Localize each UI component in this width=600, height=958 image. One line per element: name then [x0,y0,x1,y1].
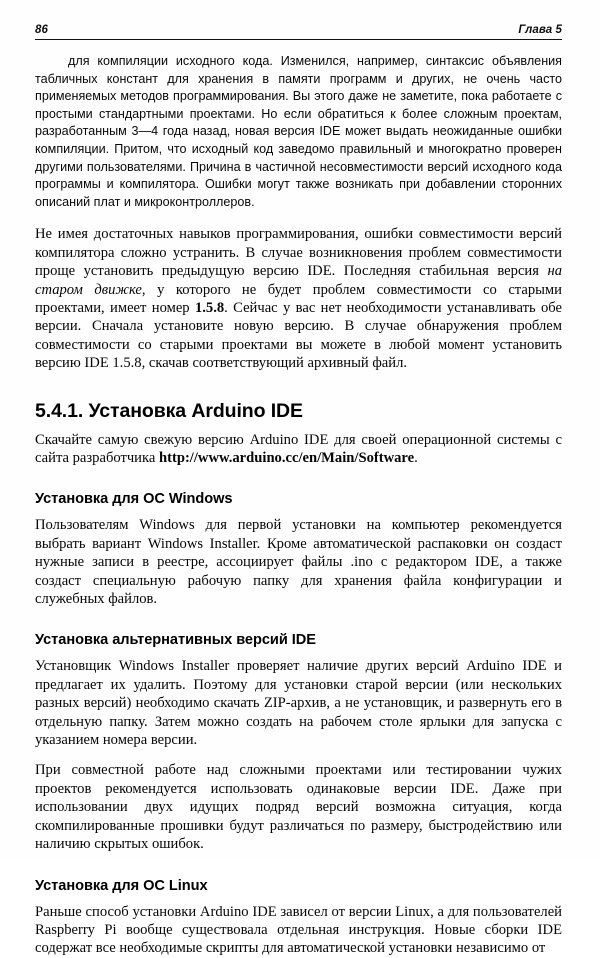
linux-install-paragraph: Раньше способ установки Arduino IDE зависел от версии Linux, а для пользователей Raspberry Pi вообще существовала отдельная инструкция. Новые сборки IDE содержат все необходимые скрипты для автоматической установки независимо от [35,903,562,957]
compat-italic-phrase: на старом движке [35,263,562,298]
subheading-alternative-versions: Установка альтернативных версий IDE [35,632,316,649]
arduino-download-url: http://www.arduino.cc/en/Main/Software [159,450,415,466]
header-rule [35,39,562,40]
chapter-label: Глава 5 [518,24,562,36]
page-number: 86 [35,24,48,36]
install-intro-paragraph [35,431,562,468]
subheading-windows-install: Установка для ОС Windows [35,491,233,508]
alternative-versions-paragraph-2: При совместной работе над сложными проектами или тестировании чужих проектов рекомендуется использовать одинаковые версии IDE. Даже при использовании двух идущих подряд версий возможна ситуация, когда скомпилированные прошивки будут различаться по размеру, быстродействию или наличию скрытых ошибок. [35,762,562,853]
compatibility-paragraph [35,225,562,372]
carryover-paragraph: для компиляции исходного кода. Изменился, например, синтаксис объявления табличных констант для хранения в памяти программ и других, не очень часто применяемых методов программирования. Вы этого даже не заметите, пока работаете с простыми стандартными проектами. Но если обратиться к более сложным проектам, разработанным 3—4 года назад, новая версия IDE может выдать неожиданные ошибки компиляции. Притом, что исходный код заведомо правильный и многократно проверен другими пользователями. Причина в частичной несовместимости версий исходного кода программы и компилятора. Ошибки могут также возникать при добавлении сторонних описаний плат и микроконтроллеров. [35,54,562,209]
windows-install-paragraph: Пользователям Windows для первой установки на компьютер рекомендуется выбрать вариант Windows Installer. Кроме автоматической распаковки он создаст нужные записи в реестре, ассоциирует файлы .ino с редактором IDE, а также создаст специальную рабочую папку для хранения файла конфигурации и служебных файлов. [35,517,562,608]
compat-bold-version: 1.5.8 [194,299,225,316]
compat-text-part2: , у которого не будет проблем совместимости со старыми проектами, имеет номер [35,281,562,316]
install-intro-part2: . [414,450,418,466]
page-content [35,53,562,958]
compat-text-part3: . Сейчас у вас нет необходимости устанавливать обе версии. Сначала установите новую версию. В случае обнаружения проблем совместимости со старыми проектами вы можете в любой момент установить версию IDE 1.5.8, скачав соответствующий архивный файл. [35,299,562,372]
alternative-versions-paragraph-1: Установщик Windows Installer проверяет наличие других версий Arduino IDE и предлагает их удалить. Поэтому для установки старой версии (или нескольких разных версий) необходимо скачать ZIP-архив, а не установщик, и развернуть его в отдельную папку. Затем можно создать на рабочем столе ярлыки для запуска с указанием номера версии. [35,658,562,749]
running-head-row [35,24,562,39]
running-head [35,24,562,44]
compat-text-part1: Не имея достаточных навыков программирования, ошибки совместимости версий компилятора сложно устранить. В случае возникновения проблем совместимости проще установить предыдущую версию IDE. Последняя стабильная версия [35,226,562,280]
install-intro-part1: Скачайте самую свежую версию Arduino IDE для своей операционной системы с сайта разработчика [35,431,562,466]
subheading-linux-install: Установка для ОС Linux [35,877,208,894]
section-heading-install-arduino-ide: 5.4.1. Установка Arduino IDE [35,399,303,422]
